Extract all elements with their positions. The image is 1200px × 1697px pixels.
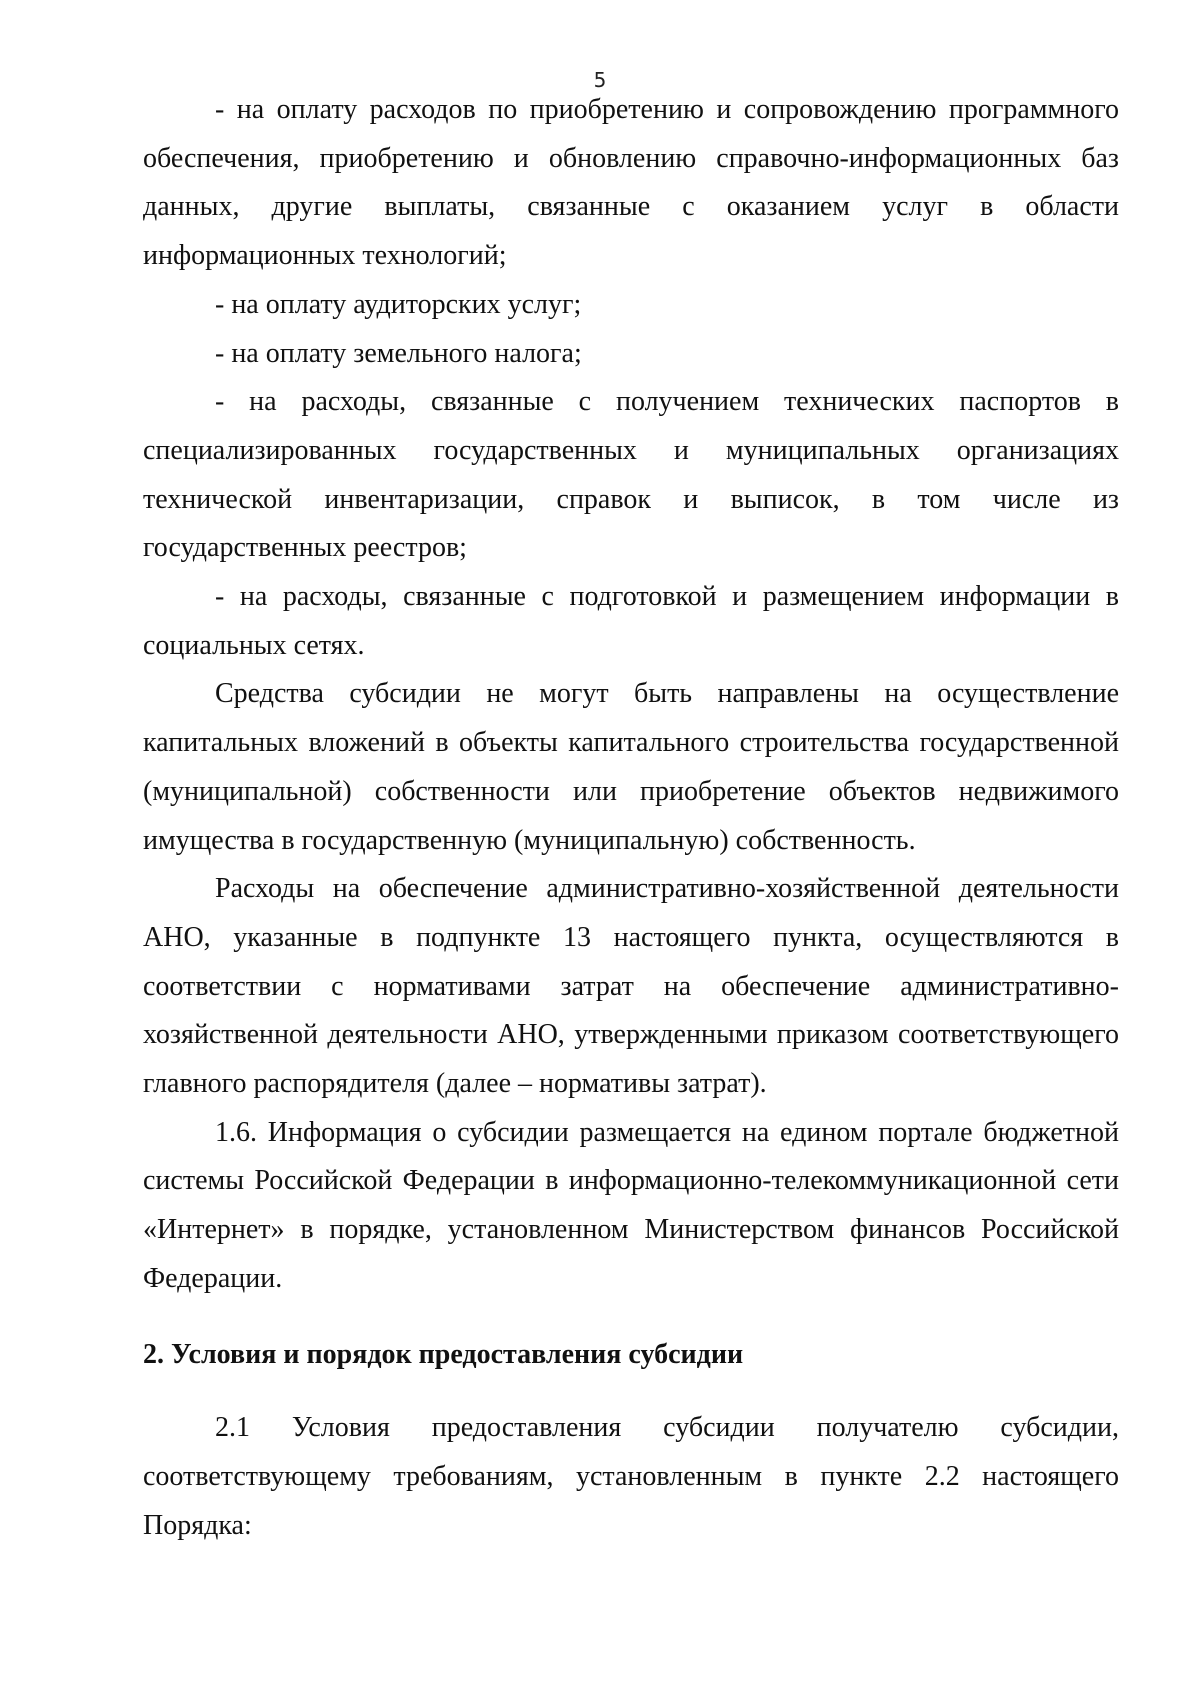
paragraph-technical-passports: - на расходы, связанные с получением технических паспортов в специализированных государственных и муниципальных организациях технической инвентаризации, справок и выписок, в том числе из государственных реестров;	[143, 386, 1119, 564]
document-body	[143, 86, 1119, 1550]
paragraph-social-networks: - на расходы, связанные с подготовкой и размещением информации в социальных сетях.	[143, 581, 1119, 661]
paragraph-subsidy-conditions: 2.1 Условия предоставления субсидии получателю субсидии, соответствующему требованиям, установленным в пункте 2.2 настоящего Порядка:	[143, 1412, 1119, 1541]
paragraph-information-portal: 1.6. Информация о субсидии размещается на едином портале бюджетной системы Российской Федерации в информационно-телекоммуникационной сети «Интернет» в порядке, установленном Министерством финансов Российской Федерации.	[143, 1116, 1119, 1294]
paragraph-land-tax: - на оплату земельного налога;	[215, 337, 582, 369]
paragraph-software-expenses: - на оплату расходов по приобретению и сопровождению программного обеспечения, приобретению и обновлению справочно-информационных баз данных, другие выплаты, связанные с оказанием услуг в области информационных технологий;	[143, 94, 1119, 272]
paragraph-audit-services: - на оплату аудиторских услуг;	[215, 288, 582, 320]
section-heading: 2. Условия и порядок предоставления субсидии	[143, 1338, 744, 1370]
page-number: 5	[593, 68, 607, 92]
paragraph-administrative-expenses: Расходы на обеспечение административно-хозяйственной деятельности АНО, указанные в подпункте 13 настоящего пункта, осуществляются в соответствии с нормативами затрат на обеспечение административно-хозяйственной деятельности АНО, утвержденными приказом соответствующего главного распорядителя (далее – нормативы затрат).	[143, 873, 1119, 1100]
paragraph-capital-investment-restriction: Средства субсидии не могут быть направлены на осуществление капитальных вложений в объекты капитального строительства государственной (муниципальной) собственности или приобретение объектов недвижимого имущества в государственную (муниципальную) собственность.	[143, 678, 1119, 856]
